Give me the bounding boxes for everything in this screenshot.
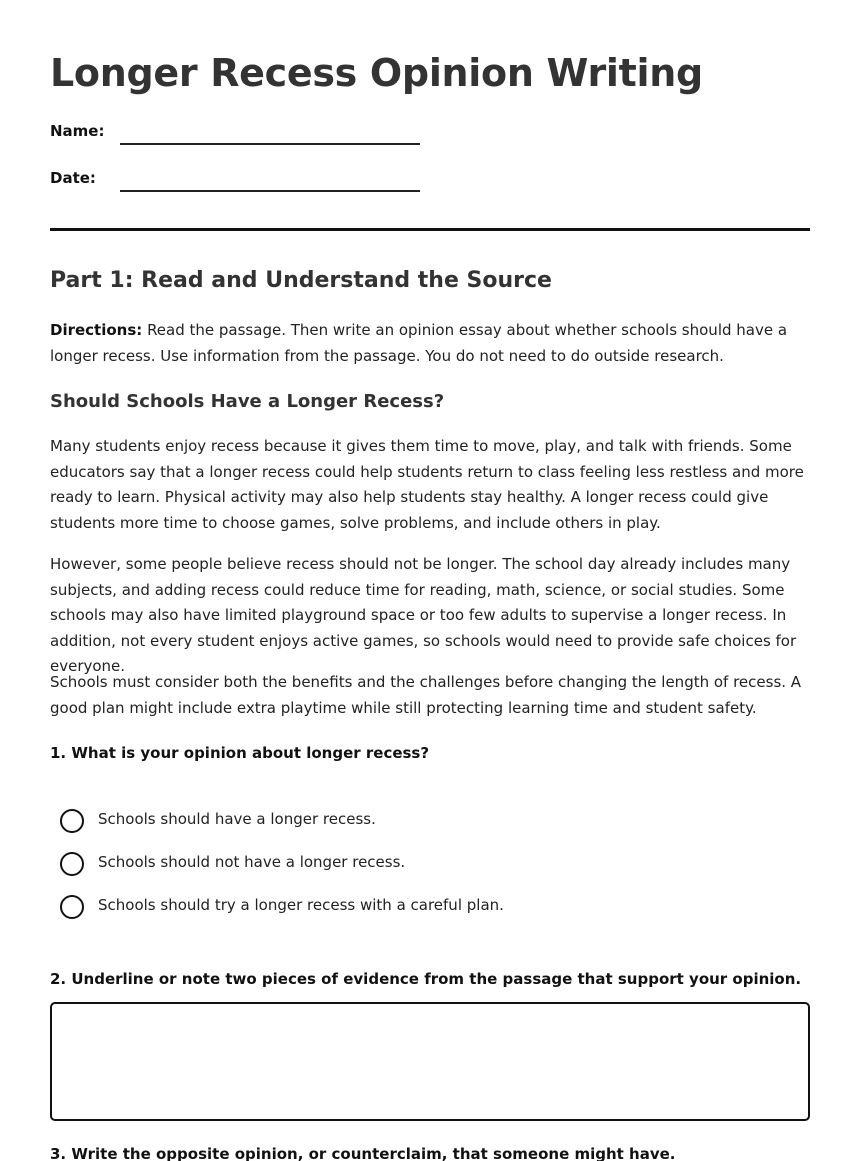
q1-option-not-longer[interactable] (60, 852, 660, 878)
radio-button[interactable] (60, 809, 84, 833)
date-field-row (50, 169, 450, 199)
page-title: Longer Recess Opinion Writing (50, 51, 703, 95)
date-label: Date: (50, 169, 96, 187)
passage-title: Should Schools Have a Longer Recess? (50, 391, 445, 412)
question-1: 1. What is your opinion about longer recess? (50, 744, 430, 762)
part1-heading: Part 1: Read and Understand the Source (50, 268, 552, 293)
passage-paragraph-1: Many students enjoy recess because it gives them time to move, play, and talk with friends. Some educators say that a longer recess could help students return to class feeling less restless and more ready to learn. Physical activity may also help students stay healthy. A longer recess could give students more time to choose games, solve problems, and include others in play. (50, 437, 804, 532)
header-divider (50, 228, 810, 231)
radio-button[interactable] (60, 852, 84, 876)
passage-paragraph-3: Schools must consider both the benefits and the challenges before changing the length of recess. A good plan might include extra playtime while still protecting learning time and student safety. (50, 673, 802, 717)
question-3: 3. Write the opposite opinion, or counterclaim, that someone might have. (50, 1145, 676, 1161)
q1-option-careful-plan[interactable] (60, 895, 660, 921)
date-field-line[interactable] (120, 190, 420, 192)
directions-text: Read the passage. Then write an opinion essay about whether schools should have a longer recess. Use information from the passage. You do not need to do outside research. (50, 321, 788, 365)
q1-option-label: Schools should not have a longer recess. (98, 853, 406, 871)
radio-button[interactable] (60, 895, 84, 919)
name-label: Name: (50, 122, 105, 140)
q1-option-label: Schools should have a longer recess. (98, 810, 376, 828)
q1-option-label: Schools should try a longer recess with a careful plan. (98, 896, 504, 914)
passage-paragraph-2: However, some people believe recess should not be longer. The school day already includes many subjects, and adding recess could reduce time for reading, math, science, or social studies. Some schools may also have limited playground space or too few adults to supervise a longer recess. In addition, not every student enjoys active games, so schools would need to provide safe choices for everyone. (50, 555, 797, 675)
directions (50, 317, 810, 369)
q1-option-longer[interactable] (60, 809, 660, 835)
directions-label: Directions: (50, 321, 143, 339)
name-field-row (50, 122, 450, 152)
evidence-answer-box[interactable] (50, 1002, 810, 1121)
question-2: 2. Underline or note two pieces of evidence from the passage that support your opinion. (50, 970, 802, 988)
name-field-line[interactable] (120, 143, 420, 145)
